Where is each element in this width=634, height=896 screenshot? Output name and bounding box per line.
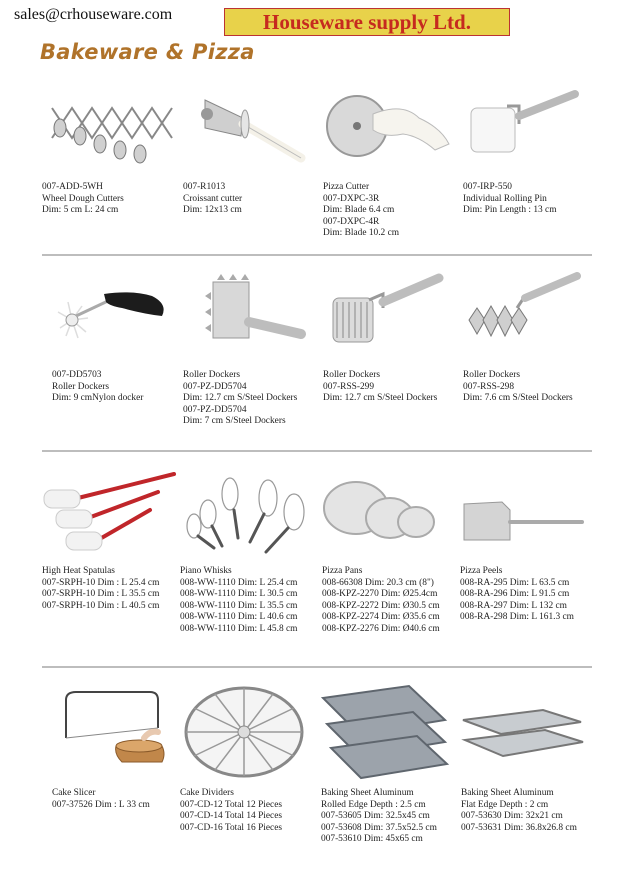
caption-line: 007-DXPC-3R <box>323 193 380 204</box>
caption-line: 007-PZ-DD5704 <box>183 404 247 415</box>
croissant-cutter-icon <box>183 88 313 174</box>
caption-line: 008-WW-1110 Dim: L 40.6 cm <box>180 612 298 623</box>
section-title: Bakeware & Pizza <box>40 40 255 64</box>
caption-line: Roller Dockers <box>52 381 110 392</box>
caption-line: Individual Rolling Pin <box>463 193 547 204</box>
caption-line: 007-CD-12 Total 12 Pieces <box>180 799 283 810</box>
caption-line: 007-SRPH-10 Dim : L 35.5 cm <box>42 589 160 600</box>
product-caption <box>180 788 282 834</box>
spatula-icon <box>42 468 182 560</box>
caption-line: Dim: 9 cmNylon docker <box>52 393 144 404</box>
caption-line: 007-53631 Dim: 36.8x26.8 cm <box>461 822 577 833</box>
product-caption <box>42 566 159 612</box>
caption-line: Roller Dockers <box>183 370 241 380</box>
caption-line: 008-WW-1110 Dim: L 30.5 cm <box>180 589 298 600</box>
wheel-dough-cutter-icon <box>42 88 182 174</box>
caption-line: High Heat Spatulas <box>42 566 115 576</box>
caption-line: 007-53605 Dim: 32.5x45 cm <box>321 811 430 822</box>
product-caption <box>461 788 577 834</box>
brand-banner: Houseware supply Ltd. <box>224 8 510 36</box>
caption-line: Wheel Dough Cutters <box>42 193 124 204</box>
caption-line: 007-IRP-550 <box>463 182 512 192</box>
caption-line: 007-RSS-299 <box>323 381 375 392</box>
caption-line: 007-RSS-298 <box>463 381 515 392</box>
caption-line: 008-KPZ-2276 Dim: Ø40.6 cm <box>322 623 440 634</box>
row-divider <box>42 450 592 452</box>
caption-line: 008-KPZ-2274 Dim: Ø35.6 cm <box>322 612 440 623</box>
product-caption <box>183 182 242 217</box>
nylon-docker-icon <box>52 272 177 362</box>
caption-line: Rolled Edge Depth : 2.5 cm <box>321 799 426 810</box>
caption-line: Croissant cutter <box>183 193 243 204</box>
caption-line: 007-53610 Dim: 45x65 cm <box>321 834 423 845</box>
row-divider <box>42 254 592 256</box>
caption-line: 007-DXPC-4R <box>323 216 380 227</box>
caption-line: Cake Slicer <box>52 788 96 798</box>
row-divider <box>42 666 592 668</box>
product-caption <box>180 566 297 636</box>
caption-line: 008-66308 Dim: 20.3 cm (8") <box>322 577 434 588</box>
caption-line: 008-WW-1110 Dim: L 25.4 cm <box>180 577 298 588</box>
caption-line: 007-PZ-DD5704 <box>183 381 247 392</box>
caption-line: Dim: 5 cm L: 24 cm <box>42 205 119 216</box>
caption-line: 008-KPZ-2270 Dim: Ø25.4cm <box>322 589 438 600</box>
pizza-pan-icon <box>322 468 462 560</box>
caption-line: Dim: Pin Length : 13 cm <box>463 205 557 216</box>
caption-line: 007-53608 Dim: 37.5x52.5 cm <box>321 822 437 833</box>
product-caption <box>323 182 399 240</box>
caption-line: Dim: Blade 10.2 cm <box>323 228 400 239</box>
caption-line: 007-SRPH-10 Dim : L 40.5 cm <box>42 600 160 611</box>
caption-line: Dim: Blade 6.4 cm <box>323 205 395 216</box>
caption-line: 007-53630 Dim: 32x21 cm <box>461 811 563 822</box>
spiked-docker-icon <box>183 272 313 362</box>
caption-line: 007-37526 Dim : L 33 cm <box>52 799 150 810</box>
star-docker-icon <box>463 272 593 362</box>
whisk-icon <box>180 468 320 560</box>
caption-line: 008-KPZ-2272 Dim: Ø30.5 cm <box>322 600 440 611</box>
pizza-peel-icon <box>460 468 590 560</box>
caption-line: 008-RA-295 Dim: L 63.5 cm <box>460 577 570 588</box>
caption-line: Roller Dockers <box>463 370 521 380</box>
rolling-pin-icon <box>463 88 593 174</box>
product-caption <box>183 370 297 428</box>
product-caption <box>463 370 573 405</box>
caption-line: 008-RA-296 Dim: L 91.5 cm <box>460 589 570 600</box>
caption-line: 008-RA-297 Dim: L 132 cm <box>460 600 567 611</box>
cake-divider-icon <box>180 680 310 786</box>
caption-line: Flat Edge Depth : 2 cm <box>461 799 549 810</box>
product-caption <box>322 566 440 636</box>
pizza-cutter-icon <box>323 88 458 174</box>
caption-line: Baking Sheet Aluminum <box>321 788 414 798</box>
pin-docker-icon <box>323 272 453 362</box>
caption-line: 008-WW-1110 Dim: L 45.8 cm <box>180 623 298 634</box>
product-caption <box>321 788 437 846</box>
caption-line: Cake Dividers <box>180 788 234 798</box>
caption-line: Dim: 12.7 cm S/Steel Dockers <box>323 393 438 404</box>
caption-line: 007-SRPH-10 Dim : L 25.4 cm <box>42 577 160 588</box>
product-caption <box>42 182 124 217</box>
caption-line: 007-ADD-5WH <box>42 182 103 192</box>
rolled-edge-sheet-icon <box>321 680 451 786</box>
caption-line: Pizza Pans <box>322 566 363 576</box>
product-caption <box>52 788 150 811</box>
caption-line: Roller Dockers <box>323 370 381 380</box>
email-link[interactable]: sales@crhouseware.com <box>14 6 173 23</box>
caption-line: 007-CD-14 Total 14 Pieces <box>180 811 283 822</box>
flat-edge-sheet-icon <box>461 680 591 786</box>
caption-line: Pizza Cutter <box>323 182 370 192</box>
caption-line: Pizza Peels <box>460 566 503 576</box>
caption-line: Dim: 12x13 cm <box>183 205 242 216</box>
caption-line: Dim: 7.6 cm S/Steel Dockers <box>463 393 573 404</box>
product-caption <box>52 370 143 405</box>
caption-line: Piano Whisks <box>180 566 232 576</box>
caption-line: 007-CD-16 Total 16 Pieces <box>180 822 283 833</box>
caption-line: Dim: 7 cm S/Steel Dockers <box>183 416 286 427</box>
caption-line: Dim: 12.7 cm S/Steel Dockers <box>183 393 298 404</box>
caption-line: 008-WW-1110 Dim: L 35.5 cm <box>180 600 298 611</box>
cake-slicer-icon <box>52 680 172 786</box>
caption-line: Baking Sheet Aluminum <box>461 788 554 798</box>
caption-line: 007-R1013 <box>183 182 226 192</box>
product-caption <box>460 566 574 624</box>
caption-line: 007-DD5703 <box>52 370 102 380</box>
caption-line: 008-RA-298 Dim: L 161.3 cm <box>460 612 574 623</box>
product-caption <box>323 370 437 405</box>
product-caption <box>463 182 557 217</box>
